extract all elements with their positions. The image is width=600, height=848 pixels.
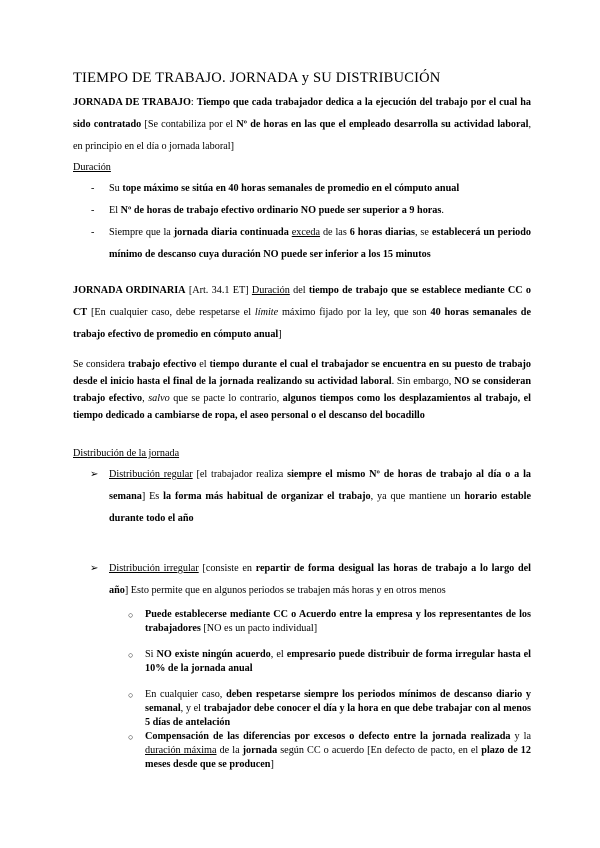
circle-bullet-icon: ○ xyxy=(128,650,134,660)
trabajo-efectivo-paragraph: Se considera trabajo efectivo el tiempo durante el cual el trabajador se encuentra en su puesto de trabajo desde el inicio hasta el final de la jornada realizando su actividad laboral. Sin embargo, NO se consideran trabajo efectivo, salvo que se pacte lo contrario, algunos tiempos como los desplazamientos al trabajo, el tiempo dedicado a cambiarse de ropa, el aseo personal o el descanso del bocadillo xyxy=(73,359,532,421)
distribucion-heading: Distribución de la jornada xyxy=(73,448,180,459)
list-item: - Su tope máximo se sitúa en 40 horas semanales de promedio en el cómputo anual xyxy=(91,183,460,194)
list-item: - Siempre que la jornada diaria continuada exceda de las 6 horas diarias, se establecerá un periodo mínimo de descanso cuya duración NO puede ser inferior a los 15 minutos xyxy=(91,227,532,260)
irregular-sublist xyxy=(73,608,531,772)
distribucion-regular-item: ➢ Distribución regular [el trabajador realiza siempre el mismo Nº de horas de trabajo al día o a la semana] Es la forma más habitual de organizar el trabajo, ya que mantiene un horario estable durante todo el año xyxy=(73,464,531,530)
circle-bullet-icon: ○ xyxy=(128,732,134,742)
jornada-heading: JORNADA DE TRABAJO xyxy=(73,97,191,108)
distribucion-irregular-item: ➢ Distribución irregular [consiste en repartir de forma desigual las horas de trabajo a lo largo del año] Esto permite que en algunos periodos se trabajen más horas y en otros menos xyxy=(73,558,531,602)
document-page xyxy=(73,70,531,772)
list-item: ○ Si NO existe ningún acuerdo, el empresario puede distribuir de forma irregular hasta el 10% de la jornada anual xyxy=(128,649,532,674)
circle-bullet-icon: ○ xyxy=(128,690,134,700)
list-item: ○ Compensación de las diferencias por excesos o defecto entre la jornada realizada y la duración máxima de la jornada según CC o acuerdo [En defecto de pacto, en el plazo de 12 meses desde que se producen] xyxy=(128,731,531,770)
jornada-ordinaria: JORNADA ORDINARIA [Art. 34.1 ET] Duración del tiempo de trabajo que se establece mediante CC o CT [En cualquier caso, debe respetarse el límite máximo fijado por la ley, que son 40 horas semanales de trabajo efectivo de promedio en cómputo anual] xyxy=(73,285,532,340)
duracion-list xyxy=(73,178,531,266)
duracion-heading: Duración xyxy=(73,162,111,173)
circle-bullet-icon: ○ xyxy=(128,610,134,620)
arrow-bullet-icon: ➢ xyxy=(90,469,99,480)
list-item: - El Nº de horas de trabajo efectivo ordinario NO puede ser superior a 9 horas. xyxy=(91,205,444,216)
ordinaria-heading: JORNADA ORDINARIA xyxy=(73,285,186,296)
arrow-bullet-icon: ➢ xyxy=(90,563,99,574)
list-item: ○ Puede establecerse mediante CC o Acuerdo entre la empresa y los representantes de los trabajadores [NO es un pacto individual] xyxy=(128,609,531,634)
jornada-definition: JORNADA DE TRABAJO: Tiempo que cada trabajador dedica a la ejecución del trabajo por el cual ha sido contratado [Se contabiliza por el Nº de horas en las que el empleado desarrolla su actividad laboral, en principio en el día o jornada laboral] xyxy=(73,97,532,152)
document-title: TIEMPO DE TRABAJO. JORNADA y SU DISTRIBUCIÓN xyxy=(73,70,441,86)
list-item: ○ En cualquier caso, deben respetarse siempre los periodos mínimos de descanso diario y semanal, y el trabajador debe conocer el día y la hora en que debe trabajar con al menos 5 días de antelación xyxy=(128,689,531,728)
